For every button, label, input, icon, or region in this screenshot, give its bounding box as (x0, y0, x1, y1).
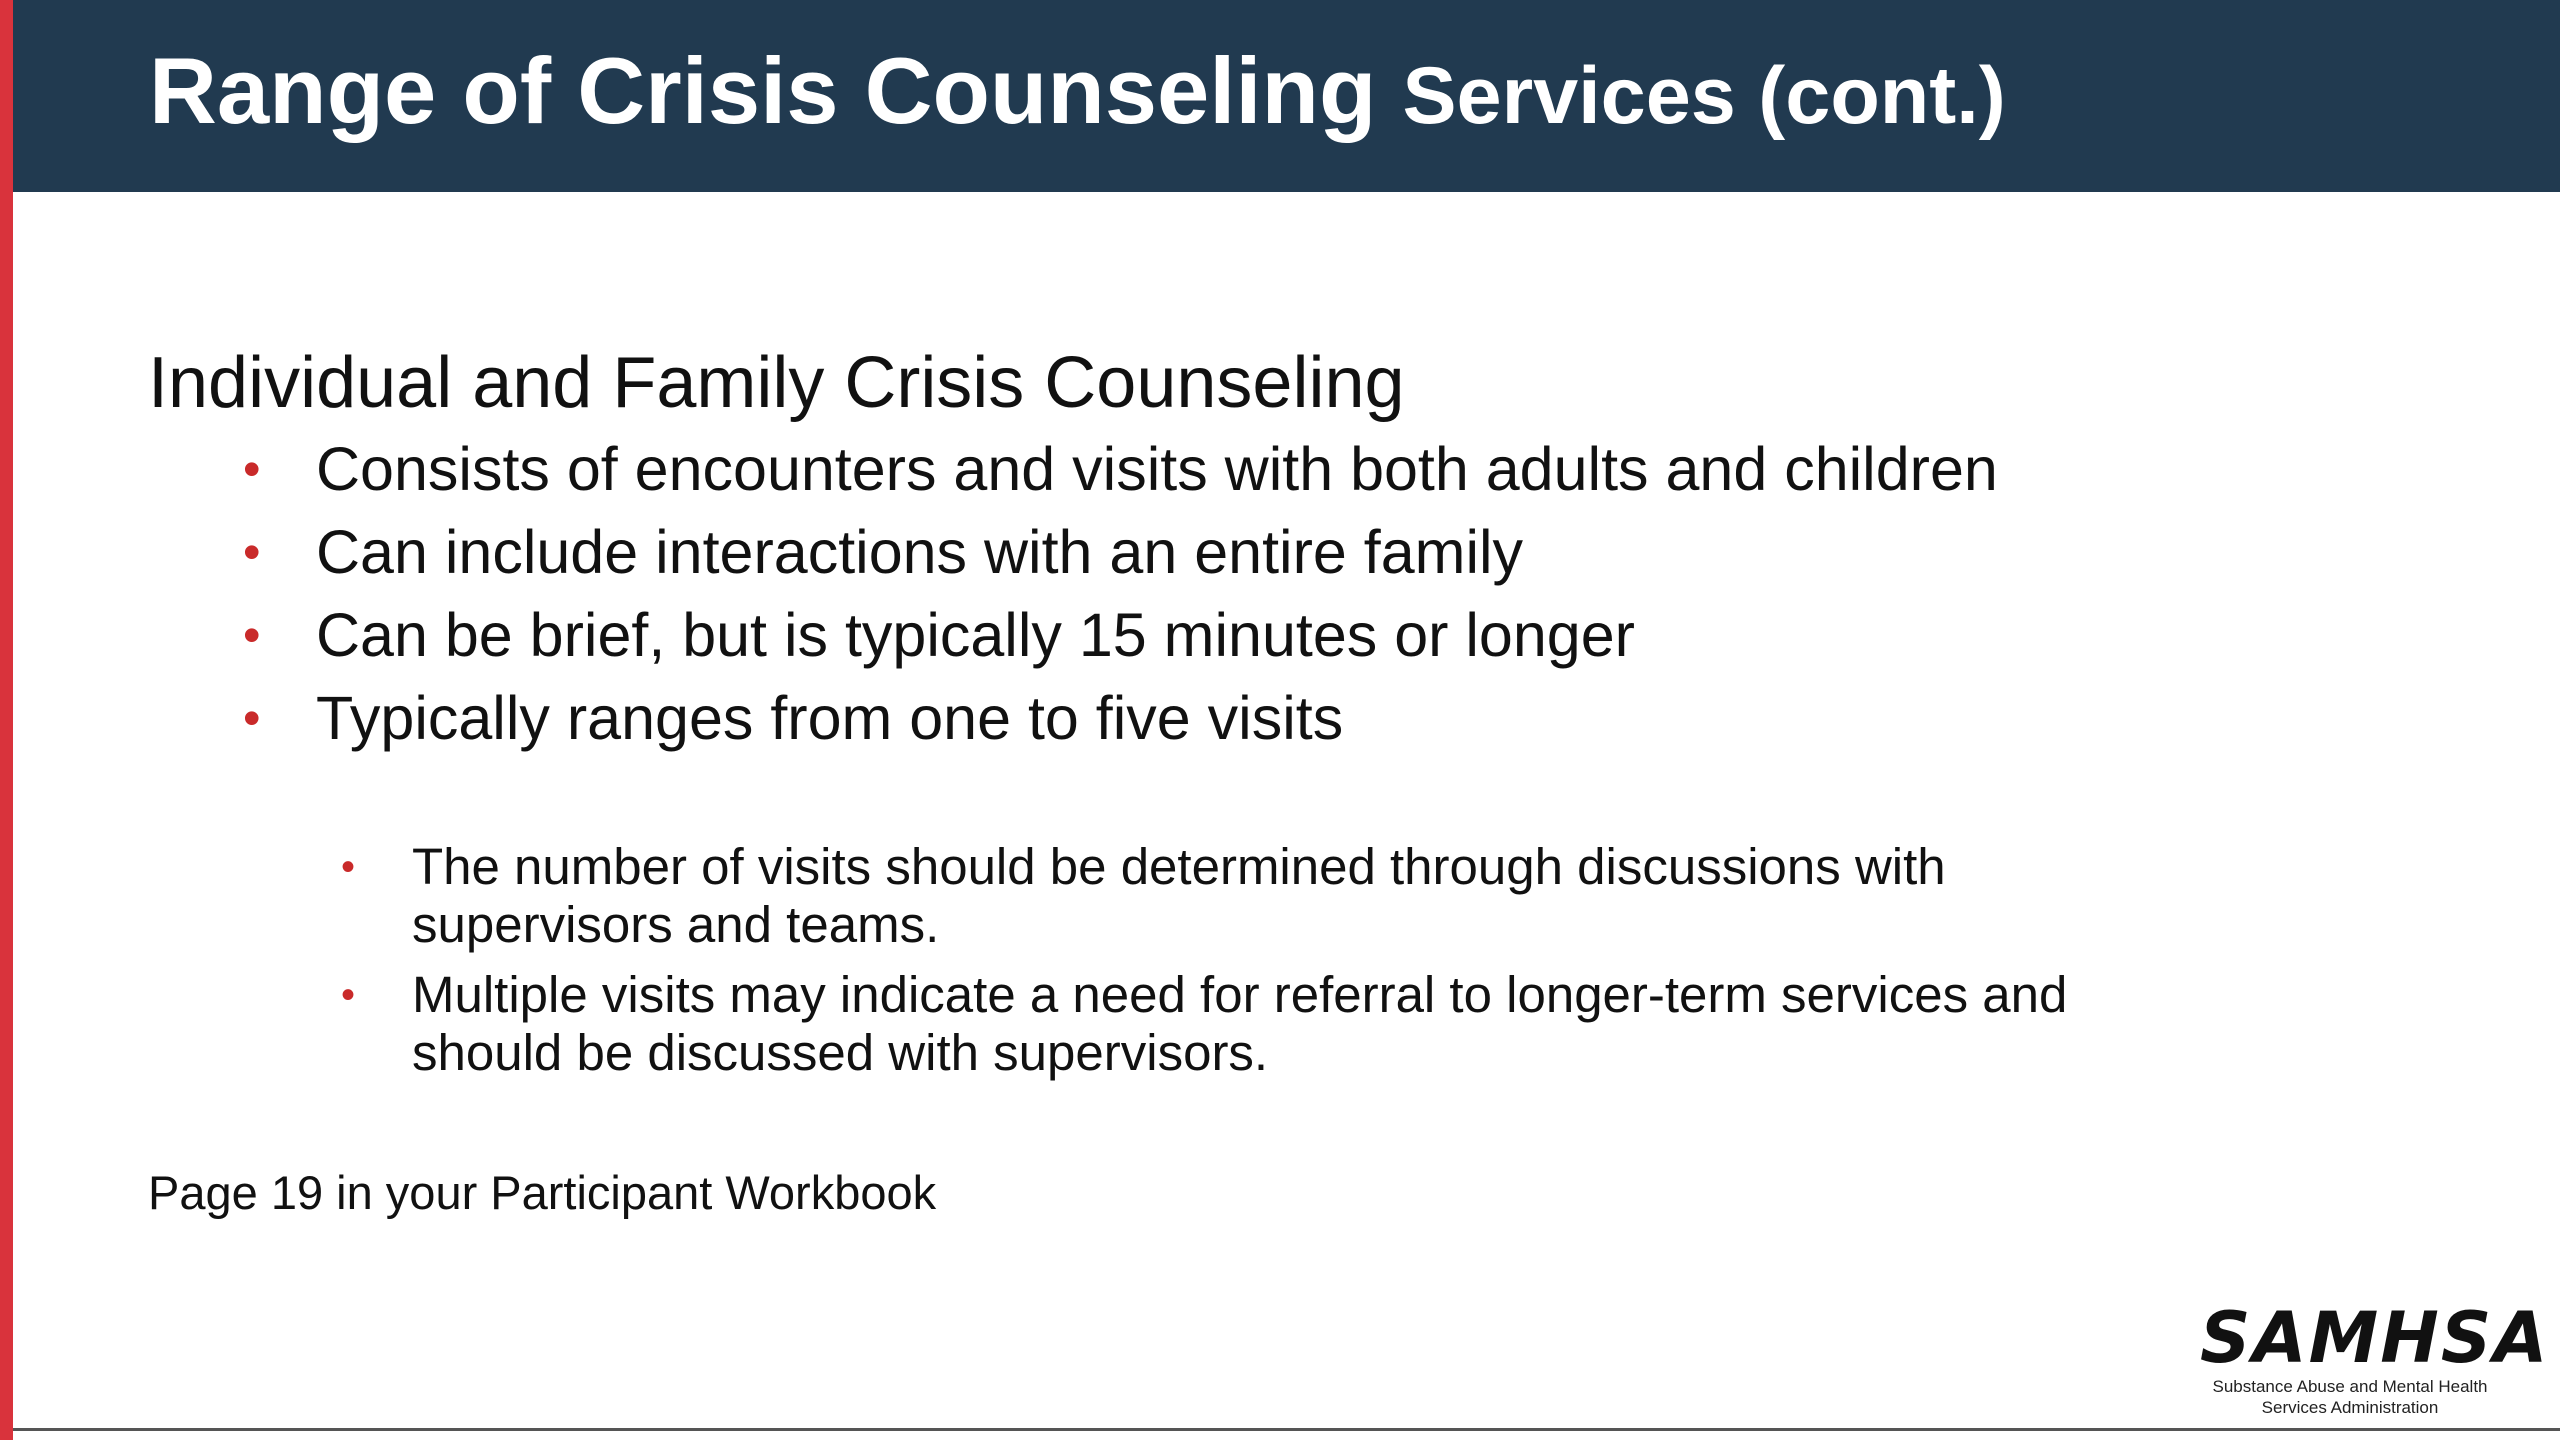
slide-title (149, 36, 2006, 151)
sub-bullet-item (148, 838, 2148, 954)
bullet-list (148, 435, 2148, 752)
bullet-dot-icon: • (243, 441, 261, 497)
bullet-dot-icon: • (243, 607, 261, 663)
sub-bullet-text: The number of visits should be determined through discussions with supervisors and teams. (412, 838, 1946, 953)
slide-title-main: Range of Crisis Counseling (149, 38, 1403, 143)
bullet-text: Can include interactions with an entire family (316, 518, 1524, 586)
samhsa-logo (2200, 1297, 2550, 1420)
sub-bullet-list (148, 838, 2148, 1094)
bullet-dot-icon: • (243, 524, 261, 580)
logo-tagline-line2: Services Administration (2261, 1398, 2439, 1417)
bullet-item (148, 601, 2148, 669)
bullet-text: Can be brief, but is typically 15 minutes or longer (316, 601, 1635, 669)
bullet-item (148, 435, 2148, 503)
logo-wordmark: SAMHSA (2200, 1297, 2550, 1379)
sub-bullet-dot-icon: • (341, 845, 356, 889)
left-accent-bar (0, 0, 13, 1440)
title-banner (13, 0, 2560, 192)
bullet-item (148, 518, 2148, 586)
bullet-text: Consists of encounters and visits with both adults and children (316, 435, 1998, 503)
bottom-divider (13, 1428, 2560, 1431)
sub-bullet-text: Multiple visits may indicate a need for referral to longer-term services and should be discussed with supervisors. (412, 966, 2068, 1081)
slide-body (148, 335, 2148, 767)
bullet-text: Typically ranges from one to five visits (316, 684, 1344, 752)
sub-bullet-dot-icon: • (341, 973, 356, 1017)
bullet-dot-icon: • (243, 690, 261, 746)
workbook-reference: Page 19 in your Participant Workbook (148, 1166, 937, 1219)
bullet-item (148, 684, 2148, 752)
sub-bullet-item (148, 966, 2148, 1082)
slide-title-tail: Services (cont.) (1402, 51, 2006, 141)
section-heading: Individual and Family Crisis Counseling (148, 343, 1405, 423)
logo-tagline-line1: Substance Abuse and Mental Health (2212, 1377, 2488, 1396)
